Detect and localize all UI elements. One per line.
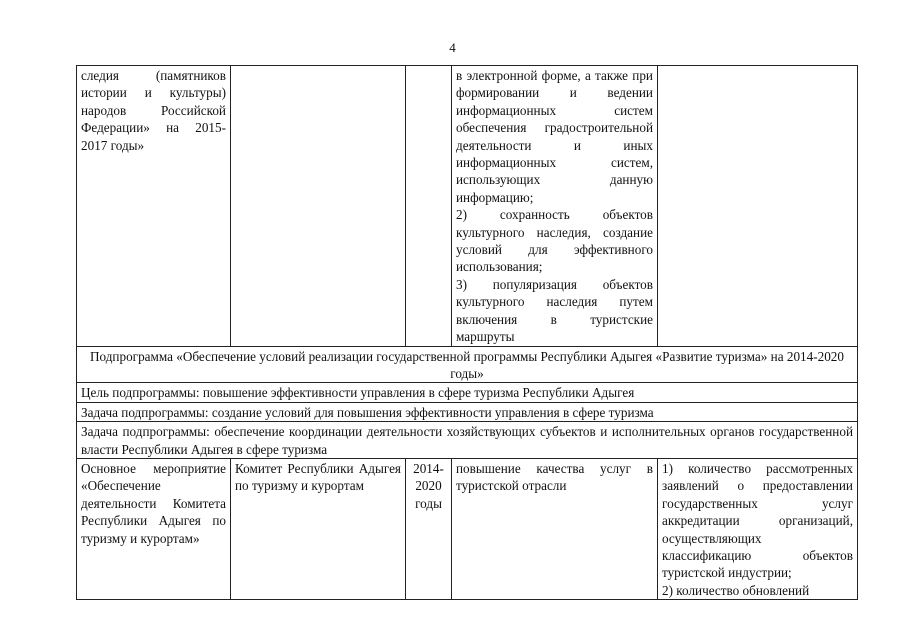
cell-executor (231, 66, 406, 347)
program-table (76, 65, 858, 600)
result-item: 2) сохранность объектов культурного наследия, создание условий для эффективного использования; (456, 207, 653, 275)
cell-event-name: следия (памятников истории и культуры) народов Российской Федерации» на 2015-2017 годы» (77, 66, 231, 347)
table-row (77, 66, 858, 347)
table-row (77, 383, 858, 402)
cell-expected-result (452, 66, 658, 347)
table-row (77, 422, 858, 459)
cell-period (406, 66, 452, 347)
cell-expected-result: повышение качества услуг в туристской отрасли (452, 458, 658, 599)
cell-indicators (658, 458, 858, 599)
cell-executor: Комитет Республики Адыгея по туризму и курортам (231, 458, 406, 599)
subprogram-task: Задача подпрограммы: обеспечение координации деятельности хозяйствующих субъектов и исполнительных органов государственной власти Республики Адыгея в сфере туризма (77, 422, 858, 459)
subprogram-title: Подпрограмма «Обеспечение условий реализации государственной программы Республики Адыгея «Развитие туризма» на 2014-2020 годы» (77, 346, 858, 383)
cell-indicators (658, 66, 858, 347)
result-item: 3) популяризация объектов культурного наследия путем включения в туристские маршруты (456, 276, 653, 345)
subprogram-goal: Цель подпрограммы: повышение эффективности управления в сфере туризма Республики Адыгея (77, 383, 858, 402)
table-row (77, 402, 858, 421)
page-number: 4 (449, 40, 456, 55)
indicator-item: 2) количество обновлений (662, 582, 810, 598)
cell-event-name: Основное мероприятие «Обеспечение деятельности Комитета Республики Адыгея по туризму и курортам» (77, 458, 231, 599)
table-row (77, 346, 858, 383)
indicator-item: 1) количество рассмотренных заявлений о предоставлении государственных услуг аккредитации организаций, осуществляющих классификацию объектов туристской индустрии; (662, 460, 853, 581)
subprogram-task: Задача подпрограммы: создание условий для повышения эффективности управления в сфере туризма (77, 402, 858, 421)
result-item: в электронной форме, а также при формировании и ведении информационных систем обеспечения градостроительной деятельности и иных информационных систем, использующих данную информацию; (456, 68, 653, 205)
table-row (77, 458, 858, 599)
cell-period: 2014-2020 годы (406, 458, 452, 599)
